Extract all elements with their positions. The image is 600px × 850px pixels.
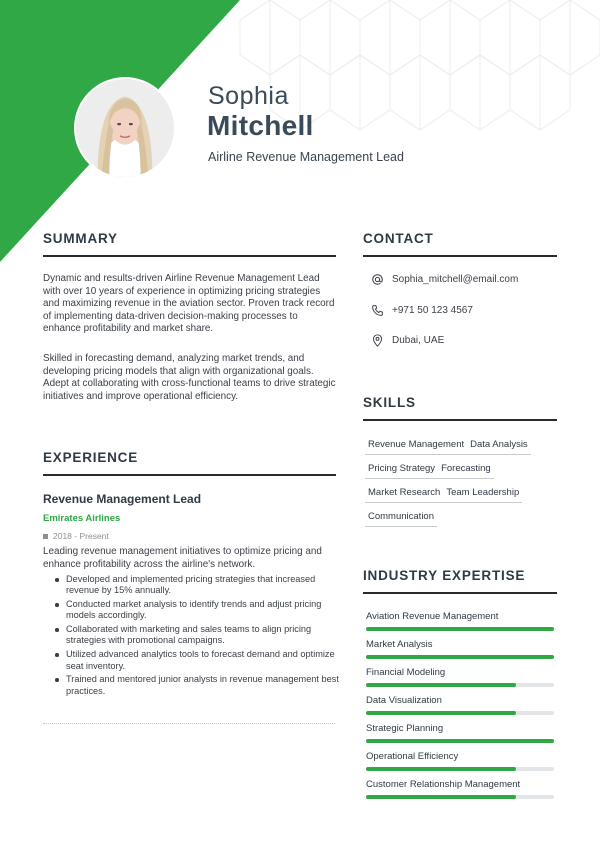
expertise-item [366,779,554,799]
contact-divider [363,255,557,257]
expertise-bar-fill [366,795,516,799]
list-item: Collaborated with marketing and sales teams to align pricing strategies with promotional campaigns. [55,624,340,647]
expertise-bar-track [366,795,554,799]
experience-dates [43,531,109,541]
skill-tag: Pricing Strategy [365,461,438,479]
experience-company: Emirates Airlines [43,513,121,524]
skill-tag: Data Analysis [467,437,531,455]
map-pin-icon [371,334,384,347]
expertise-item [366,639,554,659]
expertise-bar-track [366,739,554,743]
skill-tag: Communication [365,509,437,527]
expertise-label: Financial Modeling [366,667,446,678]
list-item: Conducted market analysis to identify trends and adjust pricing models accordingly. [55,599,340,622]
phone-icon [371,304,384,317]
experience-divider [43,474,336,476]
industry-expertise-heading: INDUSTRY EXPERTISE [363,568,526,583]
summary-heading: SUMMARY [43,231,118,246]
expertise-label: Data Visualization [366,695,442,706]
contact-location [371,334,444,347]
expertise-bar-fill [366,655,554,659]
expertise-item [366,695,554,715]
at-sign-icon [371,273,384,286]
summary-paragraph-2: Skilled in forecasting demand, analyzing market trends, and developing pricing models that align with organizational goals. Adept at collaborating with cross-functional teams to drive strategic initiatives and improve operational efficiency. [43,353,336,402]
expertise-bar-fill [366,739,554,743]
expertise-label: Customer Relationship Management [366,779,521,790]
expertise-item [366,723,554,743]
expertise-bar-track [366,655,554,659]
skill-tag: Team Leadership [443,485,522,503]
expertise-bar-track [366,711,554,715]
expertise-bar-fill [366,711,516,715]
expertise-bar-fill [366,767,516,771]
experience-dates-text: 2018 - Present [53,531,109,541]
contact-heading: CONTACT [363,231,434,246]
expertise-label: Operational Efficiency [366,751,459,762]
expertise-item [366,611,554,631]
experience-heading: EXPERIENCE [43,450,139,465]
contact-location-text: Dubai, UAE [392,335,445,346]
last-name: Mitchell [207,110,314,141]
contact-email-text: Sophia_mitchell@email.com [392,274,519,285]
skills-heading: SKILLS [363,395,416,410]
list-item: Utilized advanced analytics tools to forecast demand and optimize seat inventory. [55,649,340,672]
job-title: Airline Revenue Management Lead [208,150,404,164]
expertise-bar-fill [366,627,554,631]
summary-divider [43,255,336,257]
contact-phone-text: +971 50 123 4567 [392,305,473,316]
expertise-label: Market Analysis [366,639,433,650]
experience-bullets [55,574,340,699]
expertise-item [366,667,554,687]
experience-role: Revenue Management Lead [43,492,202,506]
expertise-label: Strategic Planning [366,723,444,734]
expertise-bar-track [366,683,554,687]
profile-photo [76,79,174,177]
expertise-bar-track [366,627,554,631]
expertise-bar-fill [366,683,516,687]
industry-expertise-divider [363,592,557,594]
summary-paragraph-1: Dynamic and results-driven Airline Revenue Management Lead with over 10 years of experience in optimizing pricing strategies and maximizing revenue in the aviation sector. Proven track record of implementing data-driven decision-making processes to enhance profitability and market share. [43,273,335,334]
list-item: Trained and mentored junior analysts in revenue management best practices. [55,674,340,697]
expertise-label: Aviation Revenue Management [366,611,499,622]
contact-email[interactable] [371,273,518,286]
contact-phone[interactable] [371,304,473,317]
expertise-bar-track [366,767,554,771]
first-name: Sophia [208,82,289,110]
skill-tag: Forecasting [438,461,494,479]
experience-end-divider [43,723,335,724]
skills-list [365,437,555,533]
list-item: Developed and implemented pricing strategies that increased revenue by 15% annually. [55,574,340,597]
skills-divider [363,419,557,421]
calendar-icon [43,534,48,539]
experience-description: Leading revenue management initiatives to optimize pricing and enhance profitability across the airline's network. [43,546,322,570]
skill-tag: Revenue Management [365,437,467,455]
expertise-item [366,751,554,771]
skill-tag: Market Research [365,485,443,503]
